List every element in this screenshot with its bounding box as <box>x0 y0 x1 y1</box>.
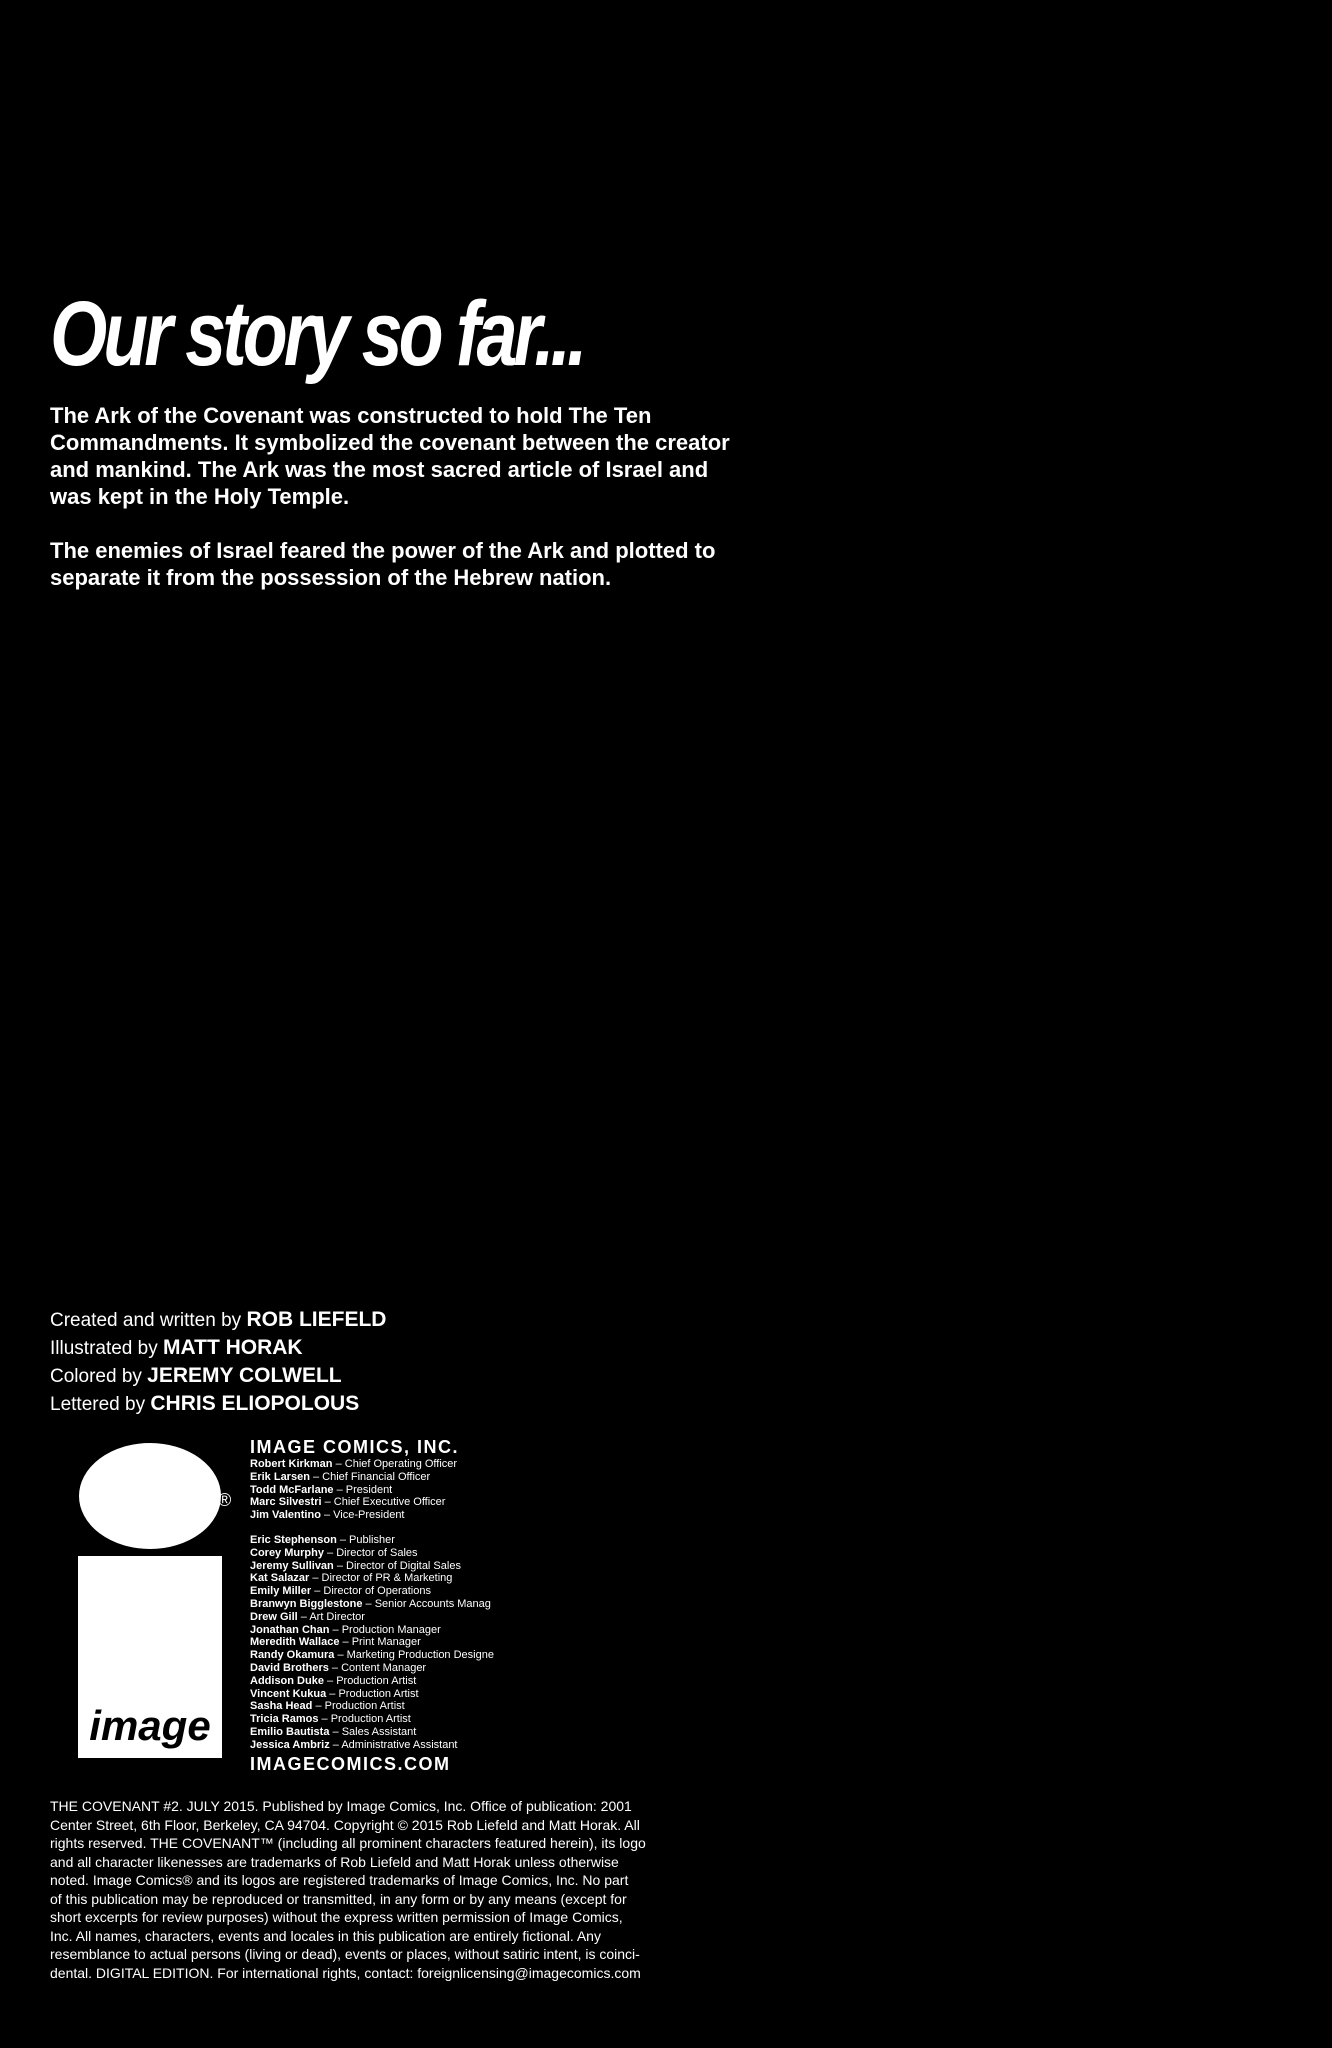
staff-name: Emily Miller <box>250 1585 312 1598</box>
staff-name: Robert Kirkman <box>250 1458 333 1470</box>
staff-name: Todd McFarlane <box>250 1483 334 1496</box>
credits <box>50 1306 386 1418</box>
staff-row <box>250 1611 528 1624</box>
staff-row <box>250 1624 528 1637</box>
credit-name: JEREMY COLWELL <box>147 1364 342 1387</box>
staff-row <box>250 1471 528 1484</box>
staff-row <box>250 1636 528 1649</box>
staff-title: – Production Artist <box>321 1713 411 1726</box>
staff-title: – Chief Financial Officer <box>312 1470 431 1483</box>
publisher-staff-list <box>250 1438 528 1774</box>
staff-row <box>250 1662 528 1675</box>
credit-role: Created and written by <box>50 1310 242 1331</box>
legal-notice: THE COVENANT #2. JULY 2015. Published by Image Comics, Inc. Office of publication: 2001 Center Street, 6th Floor, Berkeley, CA 94704. Copyright © 2015 Rob Liefeld and Matt Horak. All rights reserved. THE COVENANT™ (including all prominent characters featured herein), its logo and all character likenesses are trademarks of Rob Liefeld and Matt Horak unless otherwise noted. Image Comics® and its logos are registered trademarks of Image Comics, Inc. No part of this publication may be reproduced or transmitted, in any form or by any means (except for short excerpts for review purposes) without the express written permission of Image Comics, Inc. All names, characters, events and locales in this publication are entirely fictional. Any resemblance to actual persons (living or dead), events or places, without satiric intent, is coinci- dental. DIGITAL EDITION. For international rights, contact: foreignlicensing@imagecomics.com <box>50 1798 646 1981</box>
staff-name: Jim Valentino <box>250 1509 321 1522</box>
staff-name: David Brothers <box>250 1661 329 1674</box>
staff-title: – President <box>336 1483 393 1496</box>
credit-name: CHRIS ELIOPOLOUS <box>150 1392 360 1415</box>
logo-wordmark: image <box>89 1702 211 1749</box>
staff-title: – Marketing Production Designe <box>337 1649 494 1662</box>
staff-name: Vincent Kukua <box>250 1687 327 1700</box>
staff-name: Sasha Head <box>250 1700 313 1713</box>
staff-row <box>250 1547 528 1560</box>
staff-row <box>250 1598 528 1611</box>
staff-title: – Production Artist <box>327 1674 417 1687</box>
staff-row <box>250 1675 528 1688</box>
staff-name: Corey Murphy <box>250 1546 324 1559</box>
credit-name: ROB LIEFELD <box>246 1308 387 1331</box>
credit-name: MATT HORAK <box>163 1336 303 1359</box>
staff-title: – Director of Operations <box>314 1585 431 1598</box>
staff-row <box>250 1534 528 1547</box>
staff-title: – Publisher <box>339 1533 395 1546</box>
staff-title: – Director of Digital Sales <box>336 1559 461 1572</box>
staff-name: Tricia Ramos <box>250 1713 319 1726</box>
intro-text <box>50 402 730 618</box>
credit-role: Illustrated by <box>50 1338 158 1359</box>
staff-name: Drew Gill <box>250 1610 298 1623</box>
publisher-website: IMAGECOMICS.COM <box>250 1753 451 1774</box>
staff-title: – Chief Operating Officer <box>335 1458 458 1470</box>
staff-title: – Sales Assistant <box>332 1725 417 1738</box>
image-comics-logo <box>76 1440 224 1760</box>
staff-name: Jeremy Sullivan <box>250 1559 334 1572</box>
credit-role: Lettered by <box>50 1394 146 1415</box>
staff-title: – Content Manager <box>331 1661 427 1674</box>
staff-name: Jessica Ambriz <box>250 1738 330 1751</box>
credit-colorist <box>50 1362 386 1390</box>
publisher-name: IMAGE COMICS, INC. <box>250 1438 460 1457</box>
staff-row <box>250 1509 528 1522</box>
staff-title: – Senior Accounts Manag <box>365 1597 491 1610</box>
staff-name: Jonathan Chan <box>250 1623 330 1636</box>
staff-title: – Director of Sales <box>327 1546 418 1559</box>
credit-artist <box>50 1334 386 1362</box>
staff-row <box>250 1700 528 1713</box>
staff-name: Randy Okamura <box>250 1649 335 1662</box>
staff-row <box>250 1496 528 1509</box>
staff-name: Branwyn Bigglestone <box>250 1597 363 1610</box>
staff-list <box>250 1534 528 1752</box>
staff-name: Kat Salazar <box>250 1572 310 1585</box>
staff-row <box>250 1726 528 1739</box>
intro-paragraph-1: The Ark of the Covenant was constructed to hold The Ten Commandments. It symbolized the covenant between the creator and mankind. The Ark was the most sacred article of Israel and was kept in the Holy Temple. <box>50 403 730 509</box>
staff-name: Meredith Wallace <box>250 1636 340 1649</box>
credit-role: Colored by <box>50 1366 142 1387</box>
page-heading: Our story so far... <box>50 283 584 385</box>
staff-name: Emilio Bautista <box>250 1725 330 1738</box>
staff-title: – Production Artist <box>315 1700 405 1713</box>
staff-title: – Director of PR & Marketing <box>312 1572 453 1585</box>
staff-title: – Administrative Assistant <box>332 1738 458 1751</box>
staff-row <box>250 1649 528 1662</box>
staff-name: Addison Duke <box>250 1674 324 1687</box>
staff-title: – Production Manager <box>332 1623 441 1636</box>
credit-letterer <box>50 1390 386 1418</box>
executive-list <box>250 1458 528 1522</box>
staff-title: – Vice-President <box>323 1509 405 1522</box>
staff-row <box>250 1458 528 1471</box>
staff-title: – Art Director <box>300 1610 365 1623</box>
staff-row <box>250 1560 528 1573</box>
staff-name: Erik Larsen <box>250 1470 310 1483</box>
staff-title: – Production Artist <box>329 1687 419 1700</box>
intro-paragraph-2: The enemies of Israel feared the power of the Ark and plotted to separate it from the possession of the Hebrew nation. <box>50 538 716 590</box>
staff-row <box>250 1739 528 1752</box>
staff-name: Marc Silvestri <box>250 1496 322 1509</box>
staff-row <box>250 1572 528 1585</box>
staff-row <box>250 1585 528 1598</box>
staff-title: – Print Manager <box>342 1636 421 1649</box>
registered-mark: ® <box>218 1490 232 1510</box>
staff-row <box>250 1688 528 1701</box>
staff-name: Eric Stephenson <box>250 1533 337 1546</box>
staff-title: – Chief Executive Officer <box>324 1496 446 1509</box>
credit-writer <box>50 1306 386 1334</box>
staff-row <box>250 1713 528 1726</box>
staff-row <box>250 1484 528 1497</box>
